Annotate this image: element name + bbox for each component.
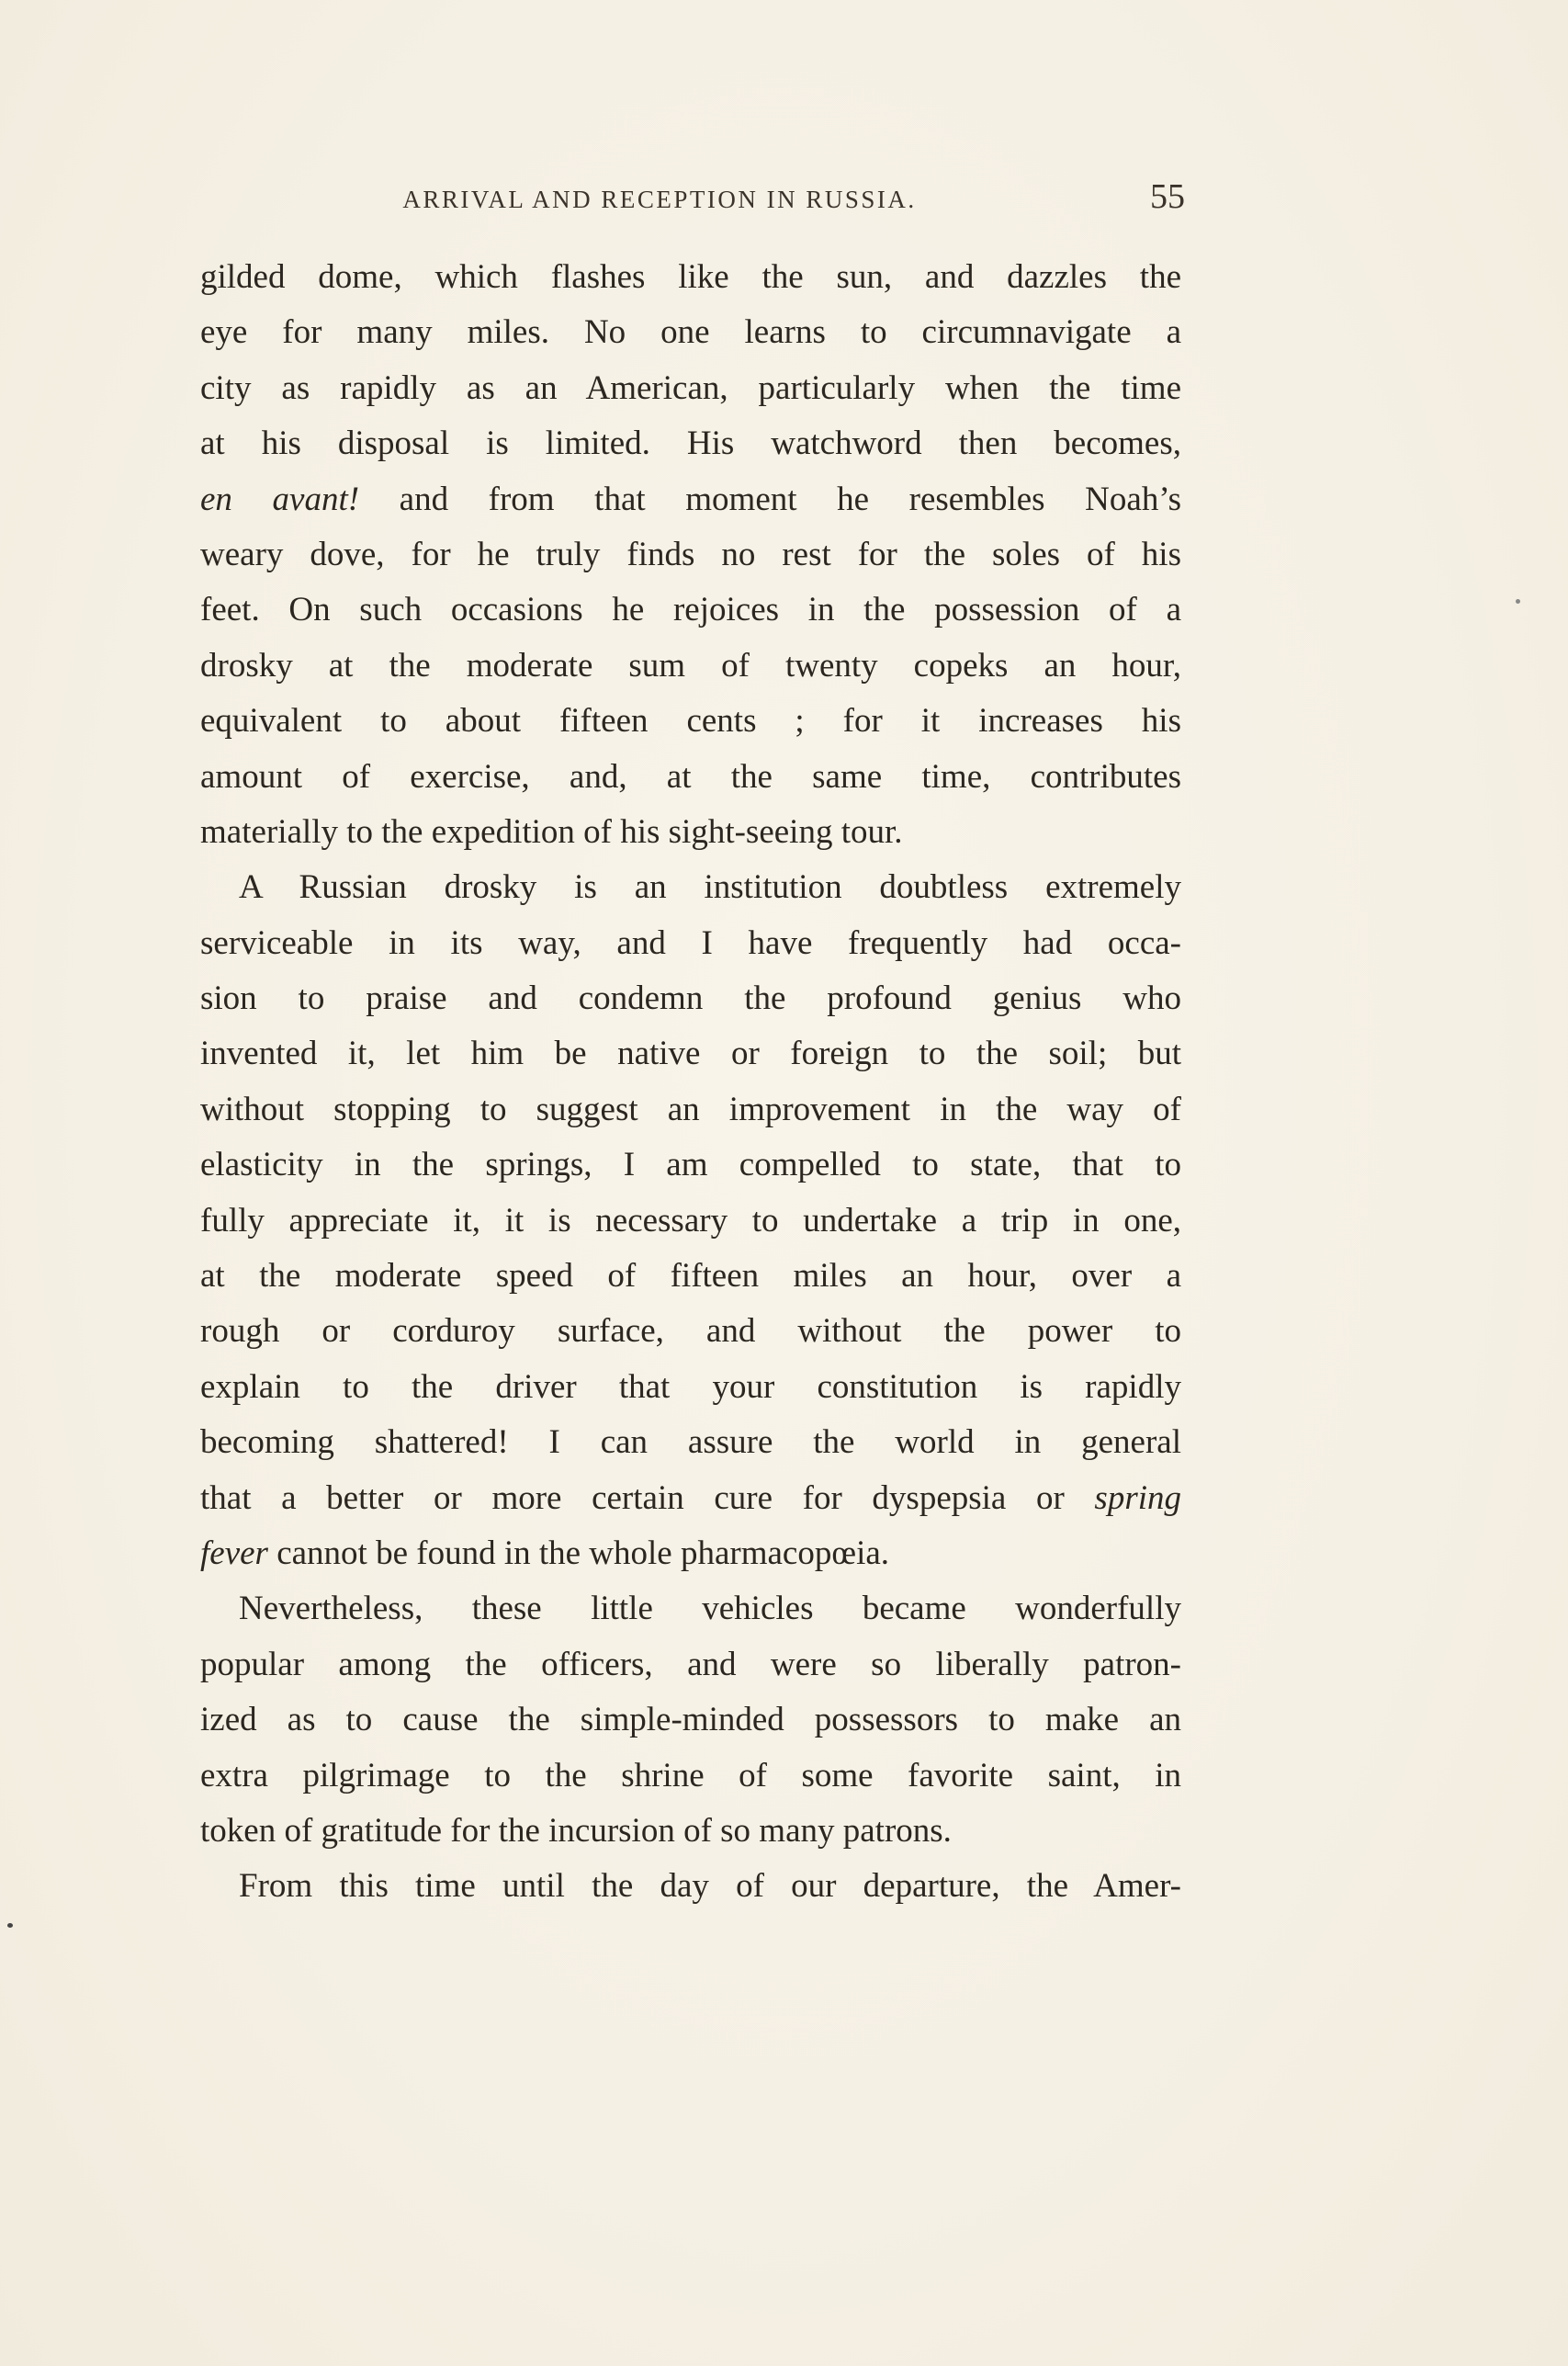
italic-phrase: fever bbox=[200, 1534, 268, 1572]
text-line: gilded dome, which flashes like the sun, and dazzles the bbox=[200, 258, 1181, 296]
margin-speck bbox=[7, 1923, 13, 1928]
text-line: Nevertheless, these little vehicles became wonderfully bbox=[239, 1590, 1181, 1628]
text-line: extra pilgrimage to the shrine of some favorite saint, in bbox=[200, 1756, 1181, 1794]
text-line: serviceable in its way, and I have frequently had occa- bbox=[200, 923, 1181, 962]
text-line: invented it, let him be native or foreign to the soil; but bbox=[200, 1035, 1181, 1073]
text-line: A Russian drosky is an institution doubtless extremely bbox=[239, 868, 1181, 907]
text-line: at his disposal is limited. His watchword then becomes, bbox=[200, 425, 1181, 463]
italic-phrase: spring bbox=[1094, 1478, 1181, 1517]
text-line: city as rapidly as an American, particularly when the time bbox=[200, 368, 1181, 407]
text-line: without stopping to suggest an improvement in the way of bbox=[200, 1090, 1181, 1128]
text-line: amount of exercise, and, at the same time, contributes bbox=[200, 757, 1181, 796]
text-line: fever cannot be found in the whole pharmacopœia. bbox=[200, 1534, 890, 1572]
text-line: equivalent to about fifteen cents ; for it increases his bbox=[200, 702, 1181, 741]
running-title: ARRIVAL AND RECEPTION IN RUSSIA. bbox=[402, 186, 917, 213]
text-line: fully appreciate it, it is necessary to undertake a trip in one, bbox=[200, 1201, 1181, 1240]
text-line: explain to the driver that your constitution is rapidly bbox=[200, 1367, 1181, 1406]
text-line: at the moderate speed of fifteen miles an hour, over a bbox=[200, 1257, 1181, 1296]
running-head bbox=[200, 175, 1185, 221]
text-line: sion to praise and condemn the profound genius who bbox=[200, 979, 1181, 1018]
text-line: materially to the expedition of his sight-seeing tour. bbox=[200, 812, 903, 851]
text-line: token of gratitude for the incursion of so many patrons. bbox=[200, 1811, 952, 1850]
text-line: that a better or more certain cure for dyspepsia or spring bbox=[200, 1478, 1181, 1517]
margin-speck bbox=[1516, 599, 1520, 604]
text-line: feet. On such occasions he rejoices in the possession of a bbox=[200, 591, 1181, 629]
text-line: becoming shattered! I can assure the world in general bbox=[200, 1423, 1181, 1462]
text-line: en avant! and from that moment he resembles Noah’s bbox=[200, 480, 1181, 518]
text-line: rough or corduroy surface, and without the power to bbox=[200, 1312, 1181, 1351]
text-line: ized as to cause the simple-minded possessors to make an bbox=[200, 1701, 1181, 1739]
text-line: weary dove, for he truly finds no rest for the soles of his bbox=[200, 535, 1181, 573]
text-line: eye for many miles. No one learns to circumnavigate a bbox=[200, 313, 1181, 352]
text-line: popular among the officers, and were so liberally patron- bbox=[200, 1645, 1181, 1683]
text-line: From this time until the day of our departure, the Amer- bbox=[239, 1867, 1181, 1906]
body-text bbox=[200, 250, 1181, 1915]
page-number: 55 bbox=[1150, 177, 1185, 216]
text-line: drosky at the moderate sum of twenty copeks an hour, bbox=[200, 646, 1181, 685]
italic-phrase: en avant! bbox=[200, 480, 360, 518]
text-line: elasticity in the springs, I am compelled to state, that to bbox=[200, 1146, 1181, 1184]
